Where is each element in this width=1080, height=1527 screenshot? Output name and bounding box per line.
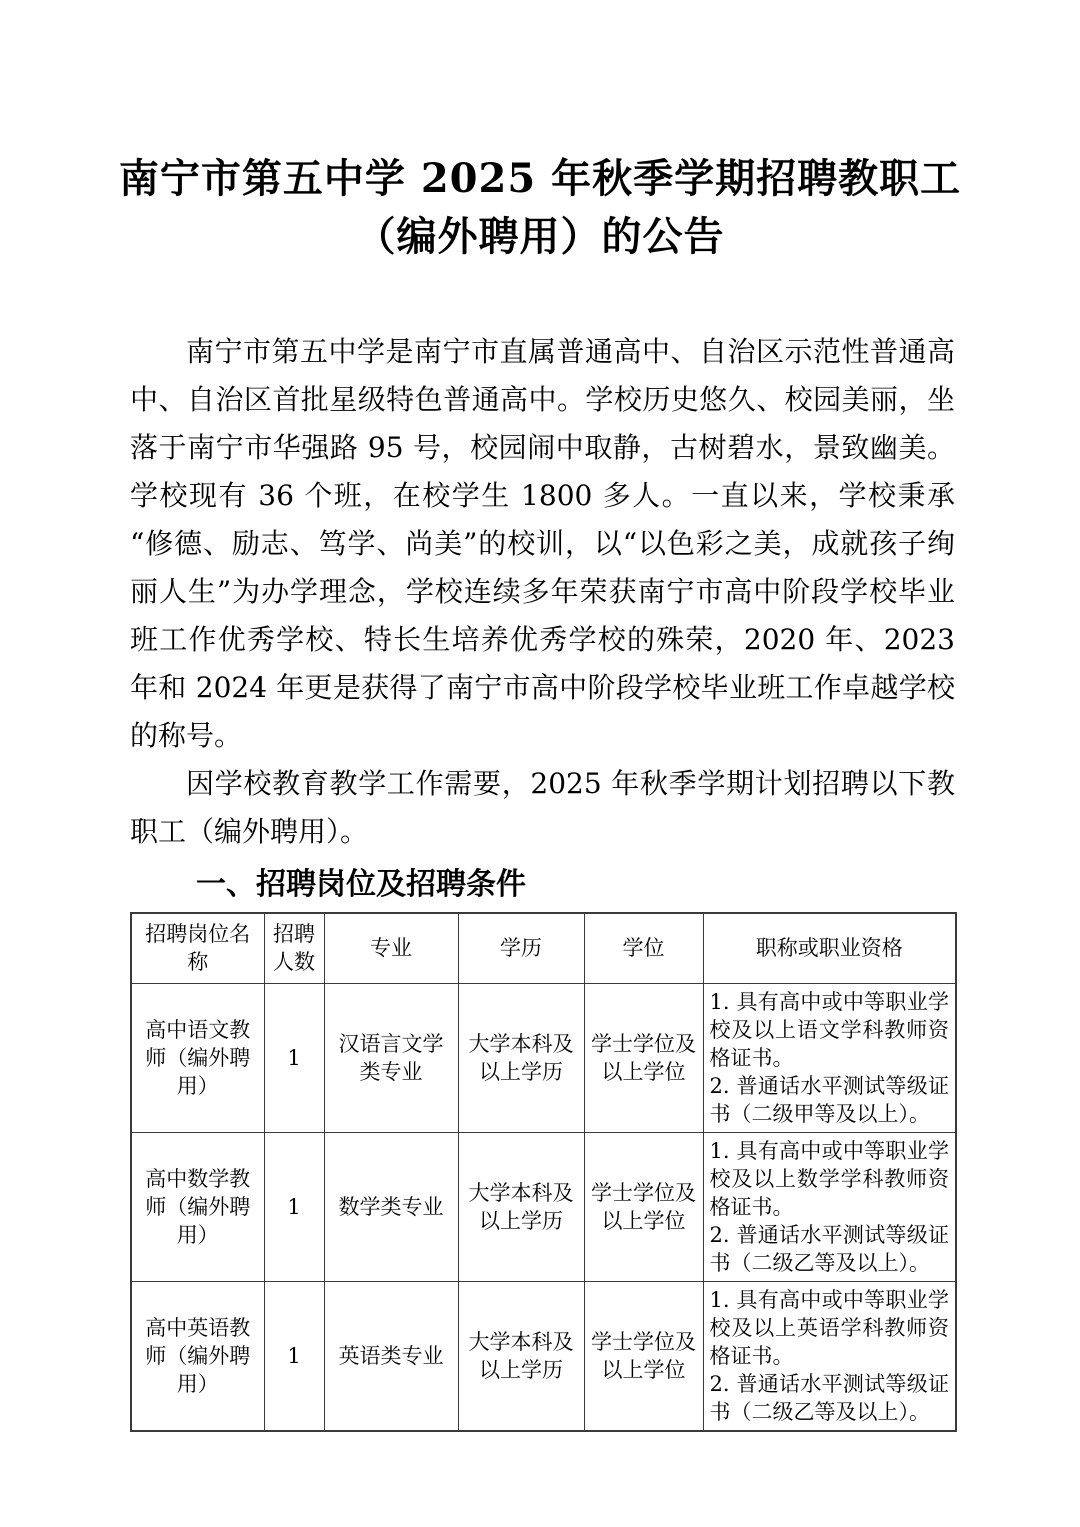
qualification-item: 2. 普通话水平测试等级证书（二级乙等及以上）。: [709, 1371, 949, 1424]
table-row-math-teacher: [131, 1132, 956, 1281]
document-body: [130, 328, 955, 1432]
qualification-item: 1. 具有高中或中等职业学校及以上英语学科教师资格证书。: [709, 1287, 949, 1368]
intro-paragraph: 南宁市第五中学是南宁市直属普通高中、自治区示范性普通高中、自治区首批星级特色普通高中。学校历史悠久、校园美丽，坐落于南宁市华强路 95 号，校园闹中取静，古树碧水，景致幽美。学校现有 36 个班，在校学生 1800 多人。一直以来，学校秉承“修德、励志、笃学、尚美”的校训，以“以色彩之美，成就孩子绚丽人生”为办学理念，学校连续多年荣获南宁市高中阶段学校毕业班工作优秀学校、特长生培养优秀学校的殊荣，2020 年、2023 年和 2024 年更是获得了南宁市高中阶段学校毕业班工作卓越学校的称号。: [130, 335, 955, 752]
cell-count: 1: [264, 1281, 324, 1431]
table-row-chinese-teacher: [131, 983, 956, 1132]
document-title-line2: （编外聘用）的公告: [355, 213, 725, 260]
col-header-degree: 学位: [584, 913, 703, 983]
cell-education: 大学本科及以上学历: [458, 1132, 584, 1281]
cell-qualifications: [703, 1281, 956, 1431]
cell-degree: 学士学位及以上学位: [584, 1132, 703, 1281]
col-header-major: 专业: [324, 913, 458, 983]
document-title-line1: 南宁市第五中学 2025 年秋季学期招聘教职工: [118, 155, 962, 202]
cell-position: 高中数学教师（编外聘用）: [131, 1132, 264, 1281]
cell-degree: 学士学位及以上学位: [584, 983, 703, 1132]
cell-position: 高中英语教师（编外聘用）: [131, 1281, 264, 1431]
document-title: [60, 150, 1020, 266]
cell-qualifications: [703, 983, 956, 1132]
cell-major: 汉语言文学类专业: [324, 983, 458, 1132]
cell-major: 数学类专业: [324, 1132, 458, 1281]
qualification-item: 1. 具有高中或中等职业学校及以上数学学科教师资格证书。: [709, 1138, 949, 1219]
recruitment-plan-paragraph: 因学校教育教学工作需要，2025 年秋季学期计划招聘以下教职工（编外聘用）。: [130, 767, 955, 848]
cell-qualifications: [703, 1132, 956, 1281]
qualification-item: 2. 普通话水平测试等级证书（二级乙等及以上）。: [709, 1222, 949, 1275]
qualification-item: 2. 普通话水平测试等级证书（二级甲等及以上）。: [709, 1073, 949, 1126]
cell-position: 高中语文教师（编外聘用）: [131, 983, 264, 1132]
cell-count: 1: [264, 1132, 324, 1281]
col-header-qualification: 职称或职业资格: [703, 913, 956, 983]
cell-count: 1: [264, 983, 324, 1132]
section-heading-recruitment-positions: 一、招聘岗位及招聘条件: [196, 867, 526, 902]
recruitment-table: [130, 912, 957, 1432]
col-header-position: 招聘岗位名称: [131, 913, 264, 983]
cell-education: 大学本科及以上学历: [458, 1281, 584, 1431]
table-header-row: [131, 913, 956, 983]
cell-education: 大学本科及以上学历: [458, 983, 584, 1132]
cell-major: 英语类专业: [324, 1281, 458, 1431]
col-header-education: 学历: [458, 913, 584, 983]
col-header-count: 招聘人数: [264, 913, 324, 983]
table-row-english-teacher: [131, 1281, 956, 1431]
qualification-item: 1. 具有高中或中等职业学校及以上语文学科教师资格证书。: [709, 989, 949, 1070]
cell-degree: 学士学位及以上学位: [584, 1281, 703, 1431]
